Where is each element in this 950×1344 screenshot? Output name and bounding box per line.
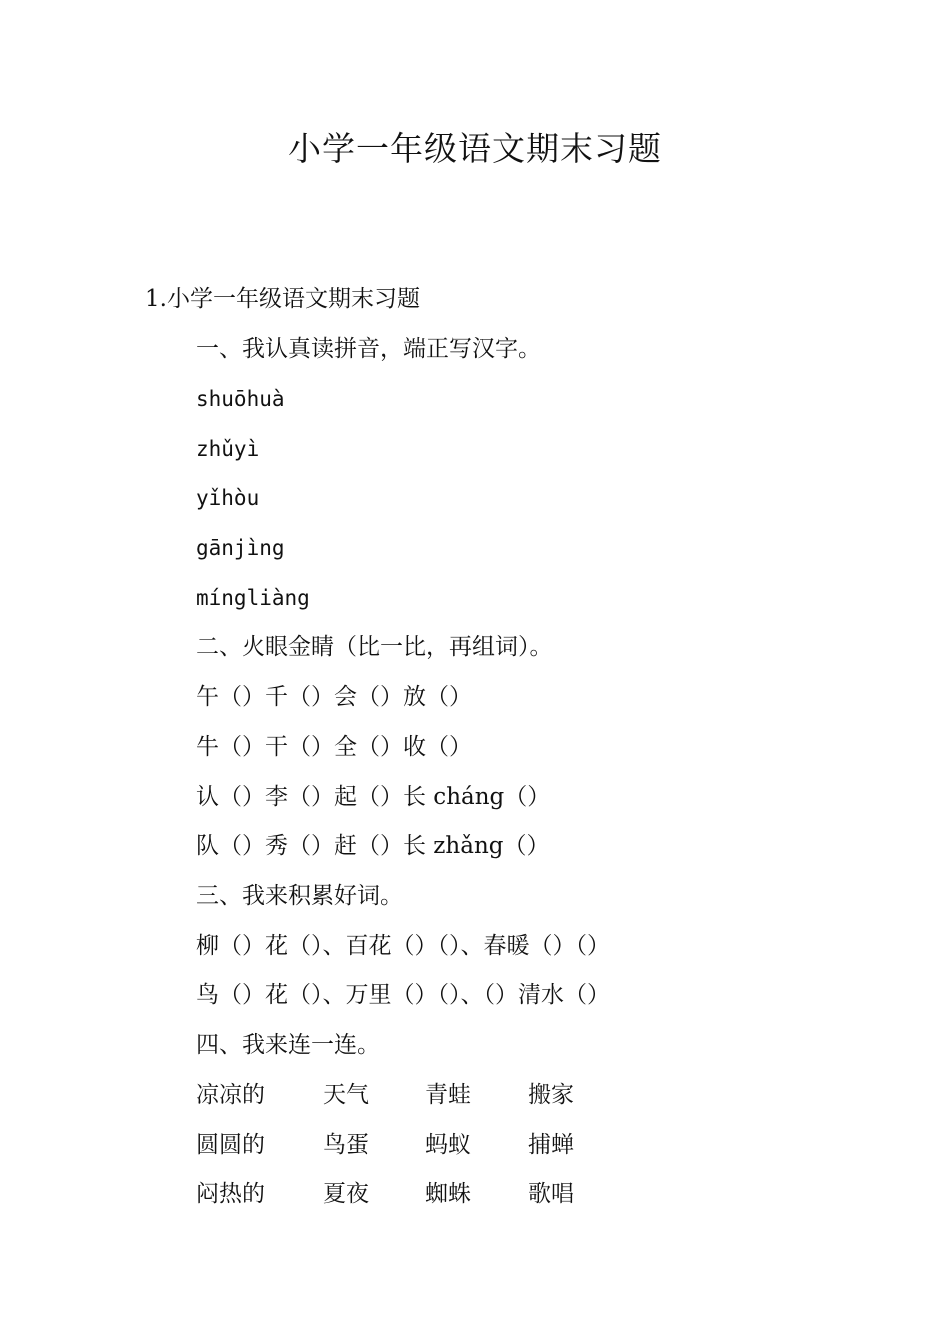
compare-row: 牛（）干（）全（）收（） bbox=[196, 734, 472, 760]
matching-word: 蜘蛛 bbox=[425, 1181, 471, 1207]
matching-word: 歌唱 bbox=[528, 1181, 574, 1207]
phrase-row: 柳（）花（）、百花（）（）、春暖（）（） bbox=[196, 933, 610, 959]
section-3-instruction: 三、我来积累好词。 bbox=[196, 883, 403, 909]
exercise-heading: 1.小学一年级语文期末习题 bbox=[145, 286, 420, 312]
pinyin-item: zhǔyì bbox=[196, 437, 260, 461]
pinyin-item: míngliàng bbox=[196, 586, 310, 610]
section-4-instruction: 四、我来连一连。 bbox=[196, 1032, 380, 1058]
pinyin-item: yǐhòu bbox=[196, 486, 260, 510]
matching-word: 圆圆的 bbox=[196, 1132, 265, 1158]
section-2-instruction: 二、火眼金睛（比一比，再组词）。 bbox=[196, 634, 553, 660]
matching-word: 青蛙 bbox=[425, 1082, 471, 1108]
pinyin-item: gānjìng bbox=[196, 536, 285, 560]
matching-word: 捕蝉 bbox=[528, 1132, 574, 1158]
compare-row: 队（）秀（）赶（）长 zhǎng（） bbox=[196, 833, 550, 859]
matching-word: 鸟蛋 bbox=[323, 1132, 369, 1158]
matching-word: 天气 bbox=[323, 1082, 369, 1108]
matching-word: 搬家 bbox=[528, 1082, 574, 1108]
phrase-row: 鸟（）花（）、万里（）（）、（）清水（） bbox=[196, 982, 610, 1008]
matching-word: 闷热的 bbox=[196, 1181, 265, 1207]
compare-row: 午（）千（）会（）放（） bbox=[196, 684, 472, 710]
section-1-instruction: 一、我认真读拼音，端正写汉字。 bbox=[196, 336, 541, 362]
page-title: 小学一年级语文期末习题 bbox=[288, 129, 662, 168]
matching-word: 夏夜 bbox=[323, 1181, 369, 1207]
matching-word: 凉凉的 bbox=[196, 1082, 265, 1108]
pinyin-item: shuōhuà bbox=[196, 387, 285, 411]
compare-row: 认（）李（）起（）长 cháng（） bbox=[196, 784, 551, 810]
matching-word: 蚂蚁 bbox=[425, 1132, 471, 1158]
